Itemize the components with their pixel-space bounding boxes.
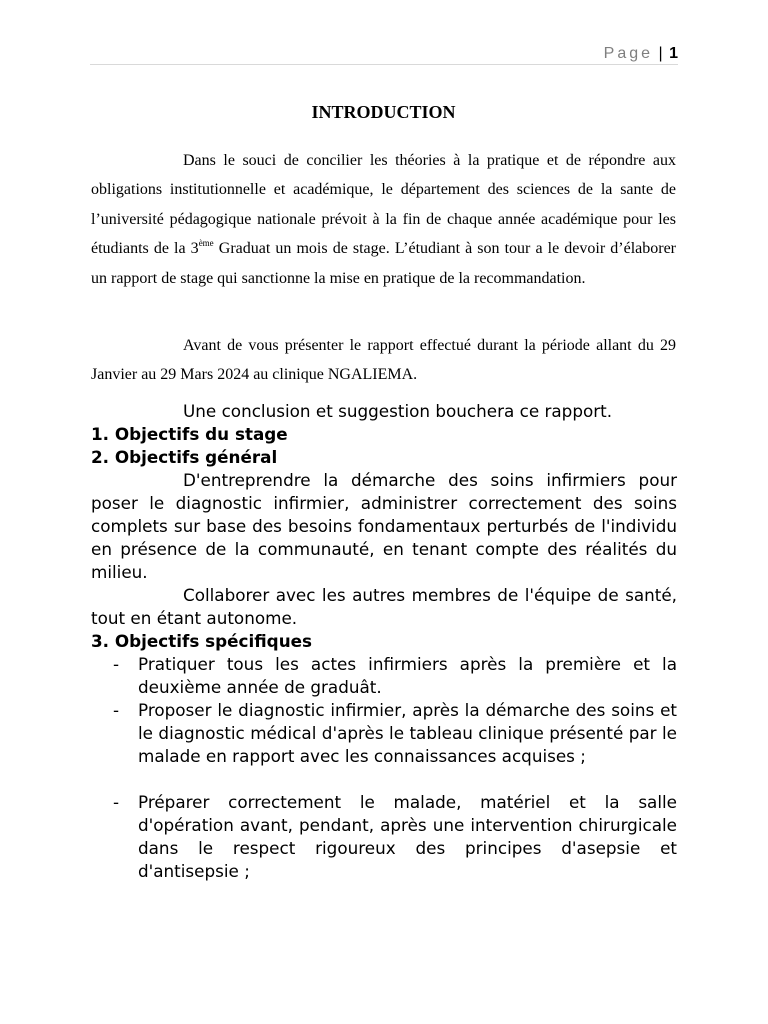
general-objective-paragraph-1: D'entreprendre la démarche des soins infirmiers pour poser le diagnostic infirmier, administrer correctement des soins complets sur base des besoins fondamentaux perturbés de l'individu en présence de la communauté, en tenant compte des réalités du milieu.	[91, 470, 677, 582]
ordinal-superscript: ème	[198, 238, 214, 249]
intro-paragraph-1-text: Dans le souci de concilier les théories à la pratique et de répondre aux obligations institutionnelle et académique, le département des sciences de la sante de l’université pédagogique nationale prévoit à la fin de chaque année académique pour les étudiants de la 3	[91, 152, 676, 258]
header-rule	[90, 64, 678, 65]
dash-bullet: -	[113, 700, 120, 720]
conclusion-sentence: Une conclusion et suggestion bouchera ce rapport.	[183, 401, 613, 421]
list-item	[91, 791, 677, 883]
page-number: 1	[669, 45, 678, 62]
heading-objectifs-general: 2. Objectifs général	[91, 447, 278, 467]
page-label: Page	[603, 45, 654, 62]
dash-bullet: -	[113, 792, 120, 812]
document-title: INTRODUCTION	[311, 102, 456, 122]
objectives-section	[91, 400, 677, 883]
intro-paragraph-1	[91, 146, 676, 293]
list-item-text: Pratiquer tous les actes infirmiers après la première et la deuxième année de graduât.	[138, 654, 677, 697]
intro-paragraph-2: Avant de vous présenter le rapport effectué durant la période allant du 29 Janvier au 29 Mars 2024 au clinique NGALIEMA.	[91, 337, 676, 383]
list-item	[91, 653, 677, 699]
list-item-text: Proposer le diagnostic infirmier, après la démarche des soins et le diagnostic médical d'après le tableau clinique présenté par le malade en rapport avec les connaissances acquises ;	[138, 700, 677, 766]
page-separator: |	[658, 45, 663, 62]
heading-objectifs-stage: 1. Objectifs du stage	[91, 424, 288, 444]
heading-objectifs-specifiques: 3. Objectifs spécifiques	[91, 631, 313, 651]
page-header	[90, 44, 678, 64]
list-item-text: Préparer correctement le malade, matériel et la salle d'opération avant, pendant, après une intervention chirurgicale dans le respect rigoureux des principes d'asepsie et d'antisepsie ;	[138, 792, 677, 881]
intro-paragraph-1-rest: Graduat un mois de stage. L’étudiant à son tour a le devoir d’élaborer un rapport de stage qui sanctionne la mise en pratique de la recommandation.	[91, 240, 676, 287]
dash-bullet: -	[113, 654, 120, 674]
list-item	[91, 699, 677, 768]
specific-objectives-list	[91, 653, 677, 883]
general-objective-paragraph-2: Collaborer avec les autres membres de l'équipe de santé, tout en étant autonome.	[91, 585, 677, 628]
list-spacer	[91, 768, 677, 791]
